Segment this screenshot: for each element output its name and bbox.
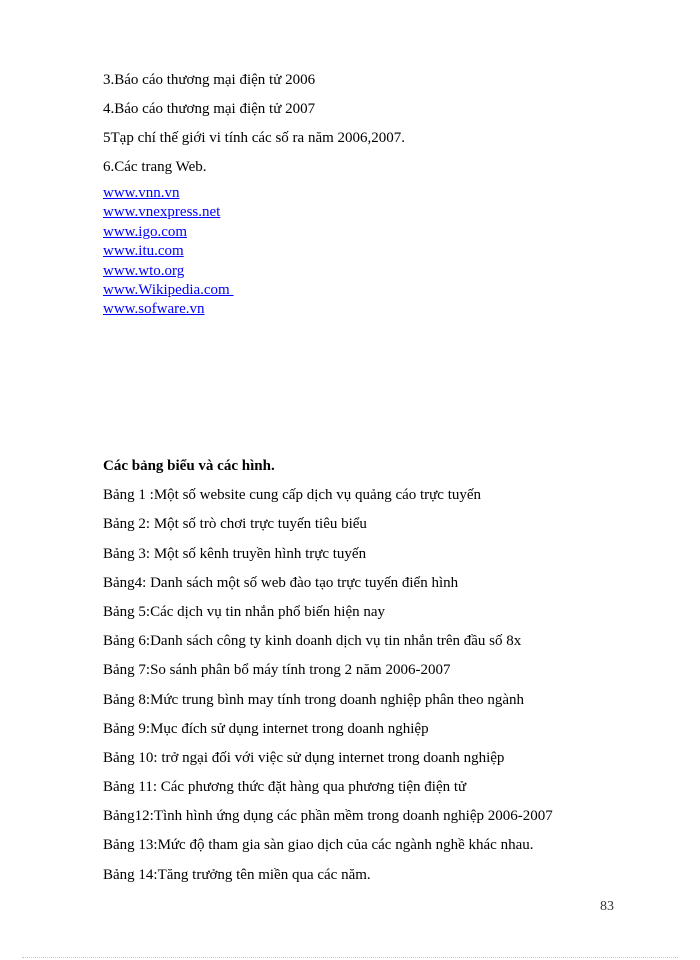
reference-item: 3.Báo cáo thương mại điện tử 2006 <box>103 72 316 88</box>
table-list-item: Bảng 7:So sánh phân bổ máy tính trong 2 năm 2006-2007 <box>103 662 451 679</box>
page-bottom-border <box>22 957 678 958</box>
table-list-item: Bảng 5:Các dịch vụ tin nhắn phổ biến hiện nay <box>103 603 386 620</box>
page-number: 83 <box>600 899 614 914</box>
table-list-item: Bảng12:Tình hình ứng dụng các phần mềm trong doanh nghiệp 2006-2007 <box>103 808 553 825</box>
table-list-item: Bảng 3: Một số kênh truyền hình trực tuyến <box>103 545 367 562</box>
reference-item: 4.Báo cáo thương mại điện tử 2007 <box>103 101 316 117</box>
table-list-item: Bảng 8:Mức trung bình may tính trong doanh nghiệp phân theo ngành <box>103 691 524 708</box>
reference-item: 5Tạp chí thế giới vi tính các số ra năm 2006,2007. <box>103 130 406 146</box>
table-list-item: Bảng 10: trở ngại đối với việc sử dụng internet trong doanh nghiệp <box>103 749 505 766</box>
table-list-item: Bảng 6:Danh sách công ty kinh doanh dịch vụ tin nhắn trên đầu số 8x <box>103 633 522 650</box>
link-wikipedia[interactable]: www.Wikipedia.com <box>103 281 234 298</box>
link-vnn[interactable]: www.vnn.vn <box>103 185 180 201</box>
table-list-item: Bảng 2: Một số trò chơi trực tuyến tiêu biểu <box>103 516 367 533</box>
link-vnexpress[interactable]: www.vnexpress.net <box>103 204 221 221</box>
table-list-item: Bảng 1 :Một số website cung cấp dịch vụ quảng cáo trực tuyến <box>103 487 482 504</box>
table-list-item: Bảng 9:Mục đích sử dụng internet trong doanh nghiệp <box>103 720 429 737</box>
tables-and-figures-section <box>103 452 683 890</box>
table-list-item: Bảng 13:Mức độ tham gia sàn giao dịch của các ngành nghề khác nhau. <box>103 837 534 854</box>
website-link-list <box>103 184 663 320</box>
section-heading: Các bảng biểu và các hình. <box>103 458 275 474</box>
link-wto[interactable]: www.wto.org <box>103 262 185 279</box>
link-igo[interactable]: www.igo.com <box>103 223 188 240</box>
reference-list <box>103 66 663 182</box>
link-sofware[interactable]: www.sofware.vn <box>103 301 205 318</box>
reference-item: 6.Các trang Web. <box>103 159 207 175</box>
table-list-item: Bảng 14:Tăng trưởng tên miền qua các năm. <box>103 866 371 883</box>
link-itu[interactable]: www.itu.com <box>103 243 184 260</box>
table-list-item: Bảng 11: Các phương thức đặt hàng qua phương tiện điện tử <box>103 779 467 796</box>
table-list-item: Bảng4: Danh sách một số web đào tạo trực tuyến điển hình <box>103 574 459 591</box>
